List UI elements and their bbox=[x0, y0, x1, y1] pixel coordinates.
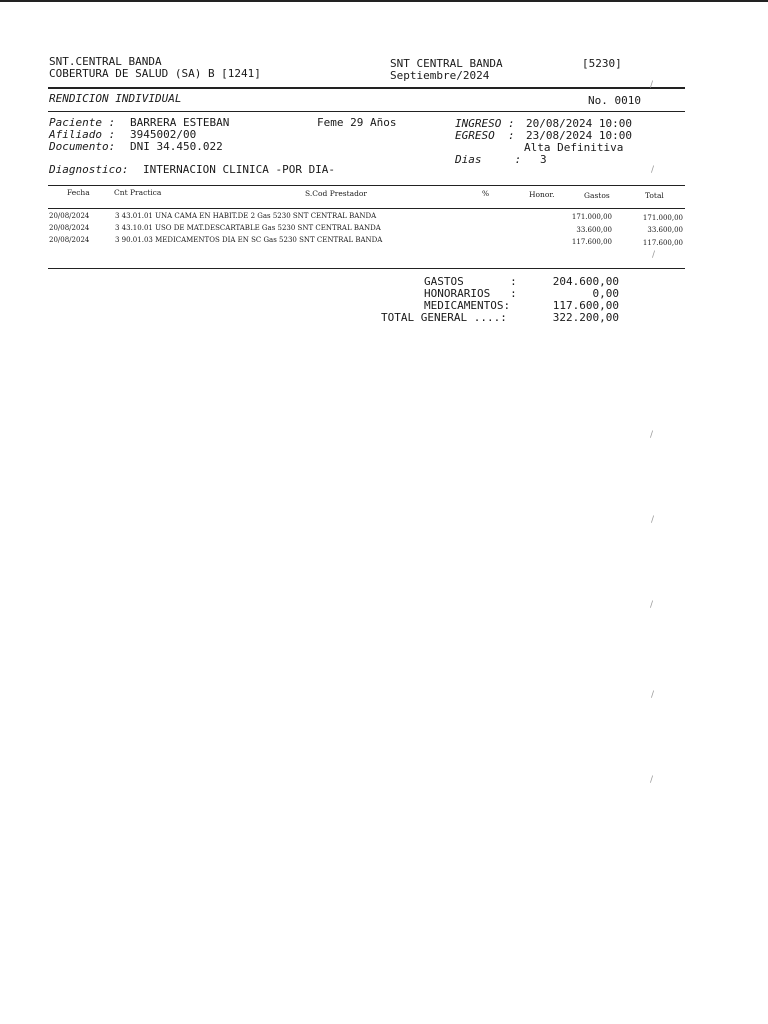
clinic-name: SNT.CENTRAL BANDA bbox=[49, 55, 162, 68]
col-percent: % bbox=[482, 189, 490, 198]
totals-general-label: TOTAL GENERAL ....: bbox=[381, 311, 507, 324]
row-fecha: 20/08/2024 bbox=[49, 236, 90, 244]
row-gastos: 171.000,00 bbox=[571, 213, 612, 221]
totals-gastos-value: 204.600,00 bbox=[552, 275, 619, 288]
scan-speck: / bbox=[651, 165, 655, 175]
scan-speck: / bbox=[652, 250, 656, 260]
documento-value: DNI 34.450.022 bbox=[130, 140, 223, 153]
egreso-value: 23/08/2024 10:00 bbox=[526, 129, 632, 142]
table-top-rule bbox=[48, 185, 685, 186]
col-fecha: Fecha bbox=[67, 188, 90, 197]
provider-name: SNT CENTRAL BANDA bbox=[390, 57, 503, 70]
dias-label: Dias : bbox=[455, 153, 522, 166]
title-rule bbox=[48, 111, 685, 112]
paciente-value: BARRERA ESTEBAN bbox=[130, 116, 230, 129]
period: Septiembre/2024 bbox=[390, 69, 490, 82]
documento-label: Documento: bbox=[49, 140, 116, 153]
col-gastos: Gastos bbox=[584, 191, 610, 200]
scan-speck: / bbox=[650, 775, 654, 785]
diagnostico-label: Diagnostico: bbox=[49, 163, 129, 176]
scan-speck: / bbox=[650, 600, 654, 610]
col-total: Total bbox=[645, 191, 664, 200]
report-title: RENDICION INDIVIDUAL bbox=[49, 92, 182, 105]
totals-gastos-label: GASTOS : bbox=[424, 275, 517, 288]
row-description: 3 90.01.03 MEDICAMENTOS DIA EN SC Gas 5230 SNT CENTRAL BANDA bbox=[115, 236, 383, 244]
dias-value: 3 bbox=[540, 153, 547, 166]
table-header-rule bbox=[48, 208, 685, 209]
row-total: 117.600,00 bbox=[642, 239, 683, 247]
row-description: 3 43.01.01 UNA CAMA EN HABIT.DE 2 Gas 5230 SNT CENTRAL BANDA bbox=[115, 212, 377, 220]
coverage-name: COBERTURA DE SALUD (SA) B [1241] bbox=[49, 67, 261, 80]
row-total: 171.000,00 bbox=[642, 214, 683, 222]
row-description: 3 43.10.01 USO DE MAT.DESCARTABLE Gas 5230 SNT CENTRAL BANDA bbox=[115, 224, 381, 232]
col-honor: Honor. bbox=[529, 190, 555, 199]
ingreso-label: INGRESO : bbox=[455, 117, 515, 130]
afiliado-label: Afiliado : bbox=[49, 128, 116, 141]
row-total: 33.600,00 bbox=[647, 226, 683, 234]
table-bottom-rule bbox=[48, 268, 685, 269]
row-fecha: 20/08/2024 bbox=[49, 212, 90, 220]
header-rule bbox=[48, 87, 685, 89]
scan-top-edge bbox=[0, 0, 768, 2]
scan-speck: / bbox=[650, 80, 654, 90]
scan-speck: / bbox=[651, 690, 655, 700]
totals-general-value: 322.200,00 bbox=[552, 311, 619, 324]
egreso-label: EGRESO : bbox=[455, 129, 515, 142]
provider-code: [5230] bbox=[582, 57, 622, 70]
totals-medicamentos-value: 117.600,00 bbox=[552, 299, 619, 312]
sex-age: Feme 29 Años bbox=[317, 116, 397, 129]
ingreso-value: 20/08/2024 10:00 bbox=[526, 117, 632, 130]
totals-honorarios-value: 0,00 bbox=[592, 287, 619, 300]
totals-honorarios-label: HONORARIOS : bbox=[424, 287, 517, 300]
paciente-label: Paciente : bbox=[49, 116, 116, 129]
scan-speck: / bbox=[651, 515, 655, 525]
row-gastos: 33.600,00 bbox=[576, 226, 612, 234]
alta-type: Alta Definitiva bbox=[524, 141, 624, 154]
scan-speck: / bbox=[650, 430, 654, 440]
col-cnt-practica: Cnt Practica bbox=[114, 188, 162, 197]
totals-medicamentos-label: MEDICAMENTOS: bbox=[424, 299, 511, 312]
row-fecha: 20/08/2024 bbox=[49, 224, 90, 232]
afiliado-value: 3945002/00 bbox=[130, 128, 197, 141]
diagnostico-value: INTERNACION CLINICA -POR DIA- bbox=[143, 163, 336, 176]
row-gastos: 117.600,00 bbox=[571, 238, 612, 246]
report-number: No. 0010 bbox=[588, 94, 641, 107]
col-cod-prestador: S.Cod Prestador bbox=[305, 189, 367, 198]
